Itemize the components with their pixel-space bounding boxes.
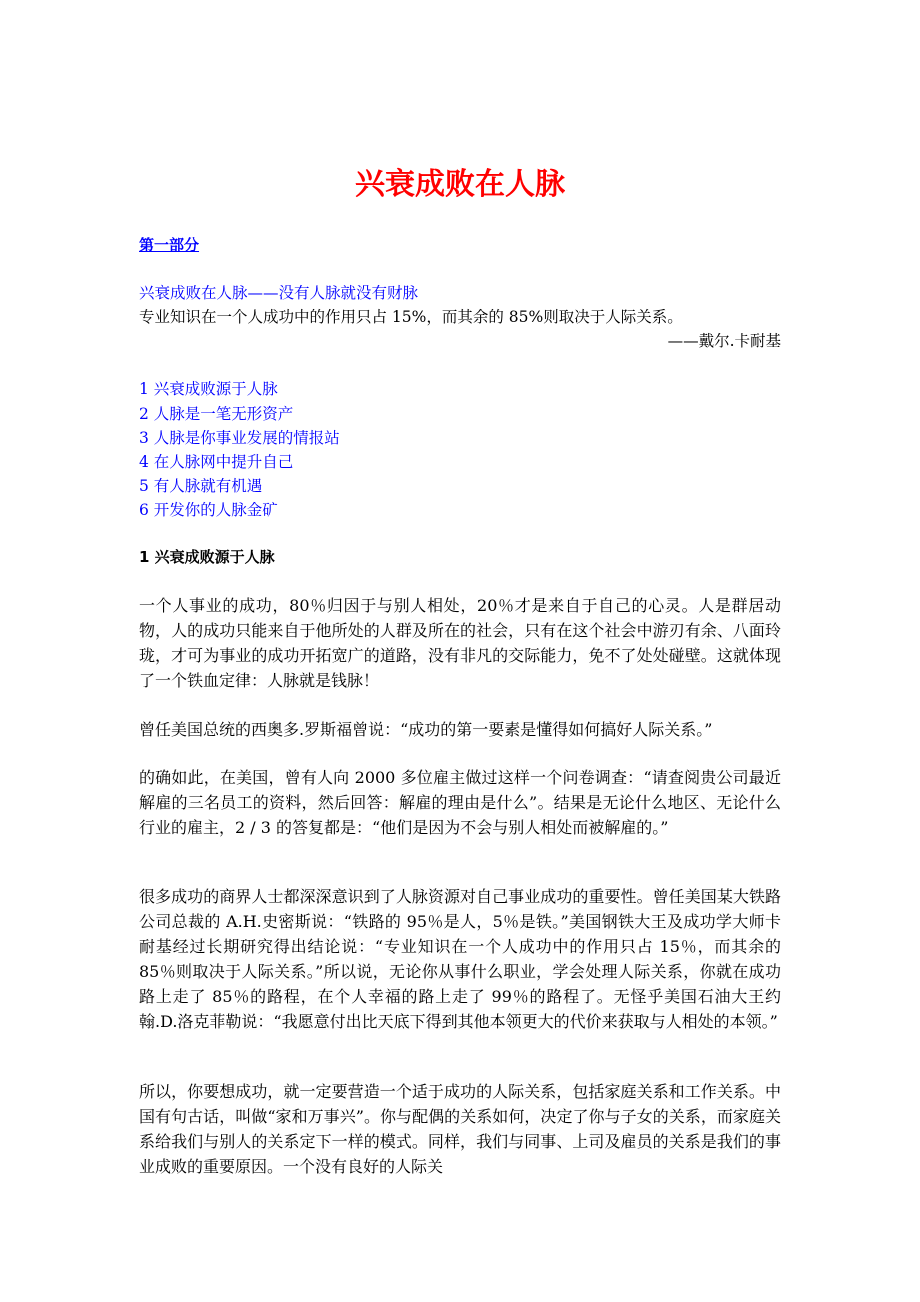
part-one-link[interactable]: 第一部分 <box>139 236 200 254</box>
toc-item-4[interactable]: 4 在人脉网中提升自己 <box>139 453 294 471</box>
toc-item-5[interactable]: 5 有人脉就有机遇 <box>139 477 263 495</box>
quote-text: 专业知识在一个人成功中的作用只占 15%，而其余的 85%则取决于人际关系。 <box>139 308 683 326</box>
paragraph-2: 曾任美国总统的西奥多.罗斯福曾说：“成功的第一要素是懂得如何搞好人际关系。” <box>139 720 713 739</box>
toc-item-2[interactable]: 2 人脉是一笔无形资产 <box>139 405 294 423</box>
section-heading: 1 兴衰成败源于人脉 <box>139 548 275 566</box>
toc-item-6[interactable]: 6 开发你的人脉金矿 <box>139 501 278 519</box>
paragraph-5: 所以，你要想成功，就一定要营造一个适于成功的人际关系，包括家庭关系和工作关系。中国有句古话，叫做“家和万事兴”。你与配偶的关系如何，决定了你与子女的关系，而家庭关系给我们与别人的关系定下一样的模式。同样，我们与同事、上司及雇员的关系是我们的事业成败的重要原因。一个没有良好的人际关 <box>139 1082 781 1176</box>
paragraph-3: 的确如此，在美国，曾有人向 2000 多位雇主做过这样一个问卷调查：“请查阅贵公司最近解雇的三名员工的资料，然后回答：解雇的理由是什么”。结果是无论什么地区、无论什么行业的雇主，2 / 3 的答复都是：“他们是因为不会与别人相处而被解雇的。” <box>139 768 781 837</box>
quote-author: ——戴尔.卡耐基 <box>667 332 781 350</box>
subtitle-link[interactable]: 兴衰成败在人脉——没有人脉就没有财脉 <box>139 284 419 302</box>
paragraph-1: 一个人事业的成功，80％归因于与别人相处，20％才是来自于自己的心灵。人是群居动物，人的成功只能来自于他所处的人群及所在的社会，只有在这个社会中游刃有余、八面玲珑，才可为事业的成功开拓宽广的道路，没有非凡的交际能力，免不了处处碰壁。这就体现了一个铁血定律：人脉就是钱脉！ <box>139 596 781 690</box>
document-title: 兴衰成败在人脉 <box>355 167 565 202</box>
paragraph-4: 很多成功的商界人士都深深意识到了人脉资源对自己事业成功的重要性。曾任美国某大铁路公司总裁的 A.H.史密斯说：“铁路的 95％是人，5％是铁。”美国钢铁大王及成功学大师卡耐基经过长期研究得出结论说：“专业知识在一个人成功中的作用只占 15％，而其余的 85％则取决于人际关系。”所以说，无论你从事什么职业，学会处理人际关系，你就在成功路上走了 85％的路程，在个人幸福的路上走了 99％的路程了。无怪乎美国石油大王约翰.D.洛克菲勒说：“我愿意付出比天底下得到其他本领更大的代价来获取与人相处的本领。” <box>139 887 781 1031</box>
toc-item-1[interactable]: 1 兴衰成败源于人脉 <box>139 380 278 398</box>
toc-item-3[interactable]: 3 人脉是你事业发展的情报站 <box>139 429 340 447</box>
